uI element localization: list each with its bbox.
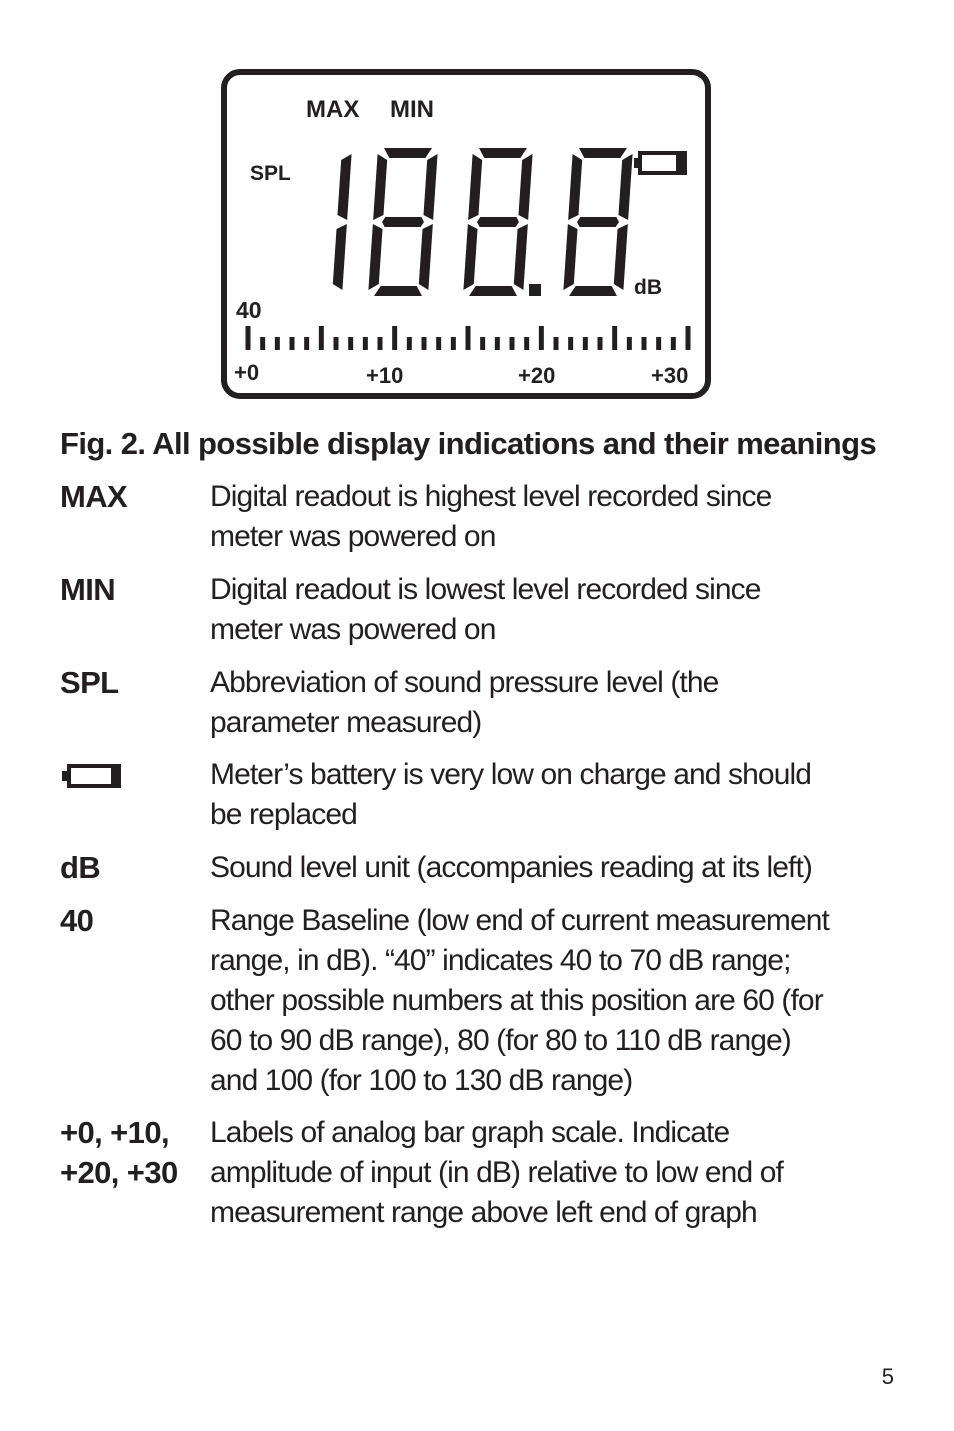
lcd-digit-readout xyxy=(333,148,633,296)
scale-major-tick xyxy=(392,326,397,350)
scale-minor-tick xyxy=(334,337,339,350)
scale-major-tick xyxy=(612,326,617,350)
lcd-scale-label-0: +0 xyxy=(234,360,260,385)
lcd-digit xyxy=(368,148,437,296)
term-description: Abbreviation of sound pressure level (the parameter measured) xyxy=(210,666,719,739)
scale-major-tick xyxy=(246,326,251,350)
scale-major-tick xyxy=(319,326,324,350)
term-label: 40 xyxy=(60,903,94,938)
lcd-max-label: MAX xyxy=(306,96,360,123)
scale-minor-tick xyxy=(363,337,368,350)
term-description: Digital readout is highest level recorded since meter was powered on xyxy=(210,480,772,553)
term-description: Digital readout is lowest level recorded since meter was powered on xyxy=(210,573,761,646)
scale-major-tick xyxy=(539,326,544,350)
scale-minor-tick xyxy=(510,337,515,350)
scale-minor-tick xyxy=(260,337,265,350)
term-description: Range Baseline (low end of current measurement range, in dB). “40” indicates 40 to 70 dB range; other possible numbers at this position are 60 (for 60 to 90 dB range), 80 (for 80 to 110 dB range) and 100 (for 100 to 130 dB range) xyxy=(210,904,829,1097)
scale-minor-tick xyxy=(422,337,427,350)
lcd-scale-label-30: +30 xyxy=(651,363,689,388)
scale-minor-tick xyxy=(598,337,603,350)
scale-minor-tick xyxy=(627,337,632,350)
scale-minor-tick xyxy=(524,337,529,350)
scale-major-tick xyxy=(466,326,471,350)
term-label: SPL xyxy=(60,665,119,700)
lcd-bar-graph-scale xyxy=(246,326,691,350)
scale-minor-tick xyxy=(436,337,441,350)
lcd-range-baseline: 40 xyxy=(236,297,262,323)
scale-minor-tick xyxy=(656,337,661,350)
scale-minor-tick xyxy=(495,337,500,350)
scale-minor-tick xyxy=(407,337,412,350)
lcd-scale-label-10: +10 xyxy=(366,363,404,388)
lcd-decimal-point xyxy=(529,284,541,296)
term-description: Sound level unit (accompanies reading at its left) xyxy=(210,851,813,884)
lcd-display-illustration xyxy=(220,68,712,400)
term-label xyxy=(60,755,210,801)
lcd-battery-icon xyxy=(634,153,685,173)
scale-minor-tick xyxy=(304,337,309,350)
scale-minor-tick xyxy=(378,337,383,350)
scale-minor-tick xyxy=(275,337,280,350)
lcd-digit xyxy=(463,148,532,296)
lcd-digit xyxy=(333,154,352,290)
scale-minor-tick xyxy=(642,337,647,350)
term-description: Labels of analog bar graph scale. Indicate amplitude of input (in dB) relative to low end of measurement range above left end of graph xyxy=(210,1116,783,1229)
lcd-digit xyxy=(563,148,632,296)
scale-minor-tick xyxy=(554,337,559,350)
term-description: Meter’s battery is very low on charge and should be replaced xyxy=(210,758,812,831)
scale-minor-tick xyxy=(568,337,573,350)
scale-major-tick xyxy=(686,326,691,350)
term-label: MAX xyxy=(60,479,128,514)
scale-minor-tick xyxy=(583,337,588,350)
figure-caption: Fig. 2. All possible display indications and their meanings xyxy=(60,426,877,461)
term-label: dB xyxy=(60,850,101,885)
scale-minor-tick xyxy=(348,337,353,350)
lcd-unit-label: dB xyxy=(634,276,662,299)
scale-minor-tick xyxy=(671,337,676,350)
scale-minor-tick xyxy=(290,337,295,350)
term-label: +0, +10, +20, +30 xyxy=(60,1115,178,1190)
lcd-min-label: MIN xyxy=(390,96,434,123)
battery-low-icon xyxy=(60,761,124,791)
lcd-spl-label: SPL xyxy=(250,162,291,185)
term-label: MIN xyxy=(60,572,116,607)
page-number: 5 xyxy=(881,1364,894,1389)
scale-minor-tick xyxy=(451,337,456,350)
scale-minor-tick xyxy=(480,337,485,350)
lcd-scale-label-20: +20 xyxy=(518,363,556,388)
